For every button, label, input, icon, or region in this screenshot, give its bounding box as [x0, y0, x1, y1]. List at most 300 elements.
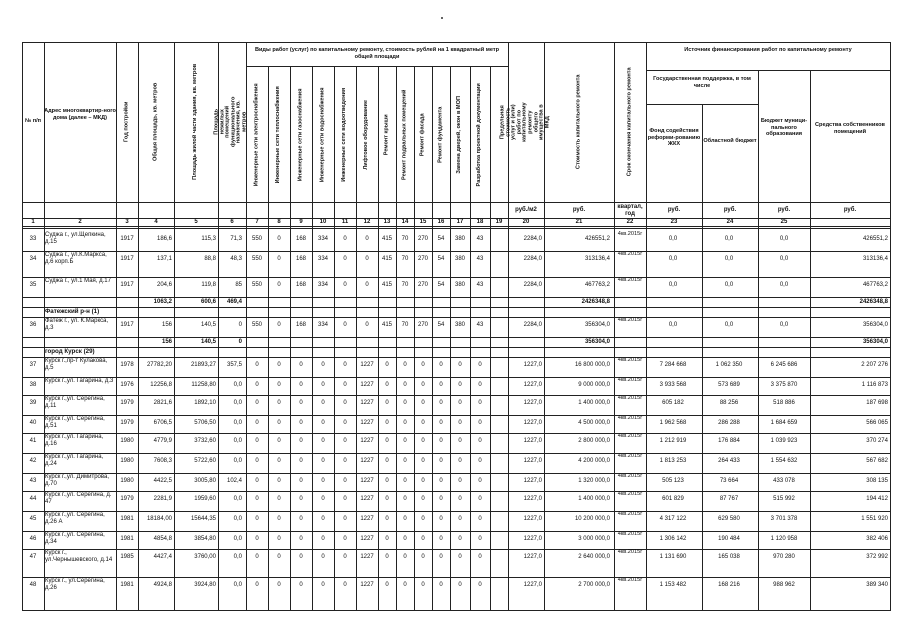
- row-divider: [22, 307, 890, 308]
- total-total-area: 156: [161, 339, 172, 345]
- column-number: 13: [383, 219, 391, 225]
- row-work-11: 380: [454, 282, 465, 288]
- header-work-9: Ремонт фасада: [419, 113, 426, 157]
- row-work-11: 0: [458, 438, 462, 444]
- row-year: 1917: [120, 236, 134, 242]
- row-regional: 87 767: [719, 496, 739, 502]
- row-repair-cost: 10 200 000,0: [574, 516, 610, 522]
- row-owners: 372 992: [866, 554, 888, 560]
- row-work-8: 0: [403, 458, 407, 464]
- row-work-5: 0: [343, 362, 347, 368]
- row-divider: [22, 577, 890, 578]
- row-deadline: 4кв.2015г: [617, 491, 643, 497]
- row-living-area: 140,5: [200, 322, 216, 328]
- row-work-11: 0: [458, 496, 462, 502]
- row-total-area: 4422,5: [153, 478, 172, 484]
- row-work-12: 0: [478, 478, 482, 484]
- row-nonliving-area: 0,0: [233, 382, 242, 388]
- row-number: 35: [29, 282, 37, 288]
- row-municipal: 518 886: [773, 400, 795, 406]
- row-work-10: 0: [439, 400, 443, 406]
- row-work-5: 0: [343, 322, 347, 328]
- row-work-4: 0: [321, 438, 325, 444]
- header-owners: Средства собственников помещений: [815, 122, 885, 135]
- row-divider: [22, 473, 890, 474]
- row-owners: 2 207 276: [861, 362, 888, 368]
- row-work-2: 0: [277, 256, 281, 262]
- column-number: 10: [319, 219, 327, 225]
- header-regional: Областной бюджет: [703, 138, 757, 144]
- row-fund: 1 153 482: [659, 582, 687, 588]
- column-number: 7: [255, 219, 259, 225]
- row-work-10: 0: [439, 536, 443, 542]
- row-divider: [22, 251, 890, 252]
- total-nonliving-area: 0: [238, 339, 242, 345]
- row-work-1: 0: [255, 536, 259, 542]
- row-work-10: 0: [439, 496, 443, 502]
- row-work-10: 0: [439, 582, 443, 588]
- row-nonliving-area: 0,0: [233, 516, 242, 522]
- header-nonliving-area: Площадь нежилых помещений функционального назначения, кв. метров: [213, 96, 248, 148]
- row-work-12: 0: [478, 582, 482, 588]
- row-work-7: 415: [381, 256, 392, 262]
- header-work-6: Лифтовое оборудование: [363, 100, 370, 170]
- row-regional: 0,0: [724, 322, 734, 328]
- column-divider: [490, 66, 491, 611]
- row-deadline: 4кв.2015г: [617, 415, 643, 421]
- header-work-11: Замена дверей, окон в МОП: [456, 96, 463, 174]
- row-work-12: 43: [476, 236, 484, 242]
- row-work-3: 168: [295, 282, 306, 288]
- row-owners: 356304,0: [862, 322, 888, 328]
- row-regional: 0,0: [724, 236, 734, 242]
- row-work-10: 54: [437, 256, 445, 262]
- row-total-area: 2281,9: [153, 496, 172, 502]
- row-work-10: 0: [439, 478, 443, 484]
- row-work-11: 0: [458, 582, 462, 588]
- row-work-5: 0: [343, 582, 347, 588]
- row-work-8: 0: [403, 382, 407, 388]
- row-municipal: 3 701 378: [770, 516, 798, 522]
- row-work-5: 0: [343, 536, 347, 542]
- header-work-10: Ремонт фундамента: [437, 106, 444, 164]
- row-regional: 286 288: [718, 420, 740, 426]
- row-regional: 165 038: [718, 554, 740, 560]
- row-work-4: 334: [317, 256, 328, 262]
- row-owners: 567 682: [866, 458, 888, 464]
- row-number: 47: [29, 554, 37, 560]
- row-deadline: 4кв.2015г: [617, 453, 643, 459]
- row-work-11: 0: [458, 382, 462, 388]
- row-repair-cost: 313136,4: [584, 256, 610, 262]
- row-address: Суджа г., ул.Щепкина, д.15: [45, 232, 106, 245]
- row-owners: 467763,2: [862, 282, 888, 288]
- row-work-10: 0: [439, 420, 443, 426]
- row-fund: 3 933 568: [659, 382, 687, 388]
- row-total-area: 7608,3: [153, 458, 172, 464]
- header-total-area: Общая площадь, кв. метров: [152, 82, 159, 162]
- grid-line: [22, 226, 890, 227]
- row-nonliving-area: 71,3: [230, 236, 242, 242]
- row-work-5: 0: [343, 282, 347, 288]
- row-year: 1917: [120, 282, 134, 288]
- row-work-12: 0: [478, 458, 482, 464]
- row-divider: [22, 377, 890, 378]
- row-work-6: 1227: [360, 458, 374, 464]
- row-work-10: 54: [437, 236, 445, 242]
- row-work-11: 0: [458, 516, 462, 522]
- header-municipal: Бюджет муници-пального образования: [760, 118, 808, 138]
- column-number: 11: [341, 219, 349, 225]
- row-work-12: 0: [478, 362, 482, 368]
- row-work-4: 0: [321, 362, 325, 368]
- row-work-9: 270: [417, 236, 428, 242]
- row-work-3: 0: [299, 554, 303, 560]
- header-num: № п/п: [24, 118, 42, 124]
- row-work-5: 0: [343, 496, 347, 502]
- row-number: 48: [29, 582, 37, 588]
- row-nonliving-area: 0,0: [233, 536, 242, 542]
- unit-label: квартал, год: [617, 204, 643, 217]
- row-divider: [22, 347, 890, 348]
- row-work-3: 168: [295, 236, 306, 242]
- row-divider: [22, 337, 890, 338]
- row-owners: 194 412: [866, 496, 888, 502]
- row-living-area: 5722,60: [194, 458, 216, 464]
- row-repair-cost: 4 200 000,0: [578, 458, 610, 464]
- row-work-7: 0: [385, 496, 389, 502]
- row-work-7: 0: [385, 400, 389, 406]
- row-deadline: 4кв.2015г: [617, 531, 643, 537]
- column-number: 18: [476, 219, 484, 225]
- row-total-area: 204,6: [156, 282, 172, 288]
- row-regional: 629 580: [718, 516, 740, 522]
- row-work-7: 0: [385, 420, 389, 426]
- row-repair-cost: 2 640 000,0: [578, 554, 610, 560]
- row-owners: 566 065: [866, 420, 888, 426]
- row-nonliving-area: 85: [235, 282, 242, 288]
- row-work-5: 0: [343, 382, 347, 388]
- row-work-2: 0: [277, 438, 281, 444]
- row-work-8: 0: [403, 420, 407, 426]
- row-work-5: 0: [343, 256, 347, 262]
- row-limit-cost: 1227,0: [523, 382, 542, 388]
- row-nonliving-area: 0,0: [233, 554, 242, 560]
- row-work-5: 0: [343, 438, 347, 444]
- row-work-3: 0: [299, 458, 303, 464]
- row-work-1: 0: [255, 458, 259, 464]
- row-work-1: 550: [251, 282, 262, 288]
- row-work-3: 0: [299, 478, 303, 484]
- row-work-4: 0: [321, 478, 325, 484]
- row-total-area: 137,1: [156, 256, 172, 262]
- row-limit-cost: 2284,0: [523, 322, 542, 328]
- row-address: Курск г.,ул. Серегина, д.26 А: [45, 512, 105, 525]
- total-nonliving-area: 469,4: [226, 299, 242, 305]
- row-living-area: 3854,80: [194, 536, 216, 542]
- header-works-group: Виды работ (услуг) по капитальному ремонту, стоимость рублей на 1 квадратный метр общей площади: [254, 47, 500, 60]
- row-work-10: 54: [437, 282, 445, 288]
- row-limit-cost: 1227,0: [523, 554, 542, 560]
- row-work-1: 0: [255, 496, 259, 502]
- row-number: 40: [29, 420, 37, 426]
- row-work-9: 0: [421, 554, 425, 560]
- row-work-8: 0: [403, 362, 407, 368]
- unit-label: руб.: [843, 207, 857, 213]
- row-repair-cost: 467763,2: [584, 282, 610, 288]
- row-municipal: 0,0: [779, 236, 789, 242]
- row-work-5: 0: [343, 400, 347, 406]
- row-work-1: 550: [251, 256, 262, 262]
- row-regional: 0,0: [724, 256, 734, 262]
- column-number: 23: [670, 219, 678, 225]
- row-owners: 313136,4: [862, 256, 888, 262]
- row-work-3: 0: [299, 400, 303, 406]
- row-work-9: 0: [421, 458, 425, 464]
- row-living-area: 3005,80: [194, 478, 216, 484]
- row-deadline: 4кв.2015г: [617, 473, 643, 479]
- row-work-8: 70: [401, 256, 409, 262]
- row-number: 42: [29, 458, 37, 464]
- row-work-3: 0: [299, 362, 303, 368]
- header-work-4: Инженерные сети водоснабжения: [319, 87, 326, 183]
- row-work-2: 0: [277, 420, 281, 426]
- row-work-10: 54: [437, 322, 445, 328]
- header-work-2: Инженерные сети теплоснабжения: [275, 86, 282, 184]
- row-work-1: 0: [255, 554, 259, 560]
- row-work-6: 1227: [360, 516, 374, 522]
- header-work-5: Инженерные сети водоотведения: [341, 88, 348, 182]
- row-work-9: 0: [421, 478, 425, 484]
- row-deadline: 4кв.2015г: [617, 251, 643, 257]
- row-work-12: 0: [478, 420, 482, 426]
- row-work-11: 0: [458, 478, 462, 484]
- column-number: 3: [125, 219, 129, 225]
- row-limit-cost: 1227,0: [523, 458, 542, 464]
- row-work-11: 380: [454, 256, 465, 262]
- row-municipal: 970 280: [773, 554, 795, 560]
- row-year: 1981: [120, 582, 134, 588]
- row-deadline: 4кв.2015г: [617, 317, 643, 323]
- row-divider: [22, 491, 890, 492]
- column-divider: [758, 70, 759, 611]
- scan-speck: [441, 17, 443, 19]
- column-number: 20: [522, 219, 530, 225]
- row-work-11: 380: [454, 236, 465, 242]
- row-limit-cost: 2284,0: [523, 282, 542, 288]
- row-total-area: 156: [161, 322, 172, 328]
- row-work-6: 1227: [360, 400, 374, 406]
- row-limit-cost: 2284,0: [523, 236, 542, 242]
- row-number: 41: [29, 438, 37, 444]
- row-total-area: 12256,8: [150, 382, 172, 388]
- row-municipal: 1 120 958: [770, 536, 798, 542]
- row-work-8: 70: [401, 322, 409, 328]
- row-work-6: 0: [365, 322, 369, 328]
- row-work-9: 0: [421, 362, 425, 368]
- row-fund: 1 962 568: [659, 420, 687, 426]
- row-work-9: 0: [421, 382, 425, 388]
- row-work-8: 70: [401, 236, 409, 242]
- column-divider: [890, 42, 891, 611]
- row-work-4: 334: [317, 236, 328, 242]
- row-limit-cost: 1227,0: [523, 496, 542, 502]
- grid-line: [646, 70, 890, 71]
- row-owners: 308 135: [866, 478, 888, 484]
- row-work-1: 0: [255, 362, 259, 368]
- row-owners: 426551,2: [862, 236, 888, 242]
- row-work-1: 0: [255, 420, 259, 426]
- row-work-1: 0: [255, 438, 259, 444]
- row-work-9: 0: [421, 400, 425, 406]
- row-work-5: 0: [343, 554, 347, 560]
- row-year: 1980: [120, 478, 134, 484]
- row-work-4: 334: [317, 282, 328, 288]
- row-regional: 176 884: [718, 438, 740, 444]
- row-year: 1917: [120, 256, 134, 262]
- row-fund: 0,0: [668, 256, 678, 262]
- row-work-9: 270: [417, 322, 428, 328]
- row-work-2: 0: [277, 382, 281, 388]
- row-address: Курск г.,ул. Гагарина, д.16: [45, 434, 104, 447]
- total-repair-cost: 356304,0: [584, 339, 610, 345]
- row-work-8: 0: [403, 400, 407, 406]
- row-address: Курск г.,пр-т Кулакова, д.5: [45, 358, 108, 371]
- column-number: 14: [401, 219, 409, 225]
- row-repair-cost: 356304,0: [584, 322, 610, 328]
- column-number: 5: [194, 219, 198, 225]
- row-work-2: 0: [277, 400, 281, 406]
- row-municipal: 0,0: [779, 322, 789, 328]
- row-work-2: 0: [277, 536, 281, 542]
- row-limit-cost: 1227,0: [523, 582, 542, 588]
- row-work-6: 1227: [360, 362, 374, 368]
- row-nonliving-area: 0,0: [233, 458, 242, 464]
- row-work-5: 0: [343, 478, 347, 484]
- header-address: Адрес многоквартир-ного дома (далее – МКД): [44, 108, 116, 121]
- row-nonliving-area: 48,3: [230, 256, 242, 262]
- row-work-7: 0: [385, 382, 389, 388]
- row-address: Курск г.,ул. Серегина, д.34: [45, 532, 105, 545]
- row-living-area: 1892,10: [194, 400, 216, 406]
- row-work-9: 0: [421, 582, 425, 588]
- header-fund: Фонд содействия реформи-рованию ЖКХ: [647, 128, 701, 148]
- row-address: Суджа г., ул.1 Мая, д.17: [45, 278, 111, 284]
- row-work-4: 0: [321, 420, 325, 426]
- header-year: Год постройки: [123, 101, 130, 143]
- row-work-3: 168: [295, 256, 306, 262]
- row-divider: [22, 433, 890, 434]
- row-work-5: 0: [343, 236, 347, 242]
- row-limit-cost: 1227,0: [523, 516, 542, 522]
- row-address: Суджа г., ул.К.Маркса, д.6 корп.Б: [45, 252, 107, 265]
- row-work-8: 0: [403, 536, 407, 542]
- header-work-7: Ремонт крыши: [383, 114, 390, 156]
- row-number: 36: [29, 322, 37, 328]
- row-divider: [22, 357, 890, 358]
- row-repair-cost: 2 700 000,0: [578, 582, 610, 588]
- grid-line: [22, 202, 890, 203]
- header-work-3: Инженерные сети газоснабжения: [297, 88, 304, 182]
- row-repair-cost: 2 800 000,0: [578, 438, 610, 444]
- row-work-12: 0: [478, 400, 482, 406]
- row-divider: [22, 511, 890, 512]
- row-nonliving-area: 0,0: [233, 420, 242, 426]
- row-total-area: 4427,4: [153, 554, 172, 560]
- row-owners: 1 551 920: [861, 516, 888, 522]
- row-work-1: 0: [255, 582, 259, 588]
- row-regional: 573 689: [718, 382, 740, 388]
- row-work-9: 0: [421, 536, 425, 542]
- row-work-8: 0: [403, 516, 407, 522]
- row-work-5: 0: [343, 516, 347, 522]
- row-deadline: 4кв.2015г: [617, 357, 643, 363]
- row-year: 1917: [120, 322, 134, 328]
- row-limit-cost: 1227,0: [523, 438, 542, 444]
- row-work-6: 1227: [360, 438, 374, 444]
- row-work-4: 0: [321, 536, 325, 542]
- row-number: 37: [29, 362, 37, 368]
- row-year: 1981: [120, 536, 134, 542]
- row-work-11: 0: [458, 362, 462, 368]
- row-total-area: 6706,5: [153, 420, 172, 426]
- header-state-support: Государственная поддержка, в том числе: [653, 76, 751, 89]
- column-number: 4: [154, 219, 158, 225]
- row-deadline: 4кв.2015г: [617, 511, 643, 517]
- row-year: 1981: [120, 516, 134, 522]
- row-divider: [22, 277, 890, 278]
- row-repair-cost: 1 400 000,0: [578, 400, 610, 406]
- row-municipal: 988 962: [773, 582, 795, 588]
- row-work-9: 0: [421, 516, 425, 522]
- row-fund: 0,0: [668, 282, 678, 288]
- row-work-9: 0: [421, 438, 425, 444]
- row-work-5: 0: [343, 420, 347, 426]
- row-work-7: 0: [385, 478, 389, 484]
- row-work-12: 0: [478, 496, 482, 502]
- row-address: Фатеж г., ул. К.Маркса, д.3: [45, 318, 109, 331]
- row-regional: 1 062 350: [715, 362, 743, 368]
- row-deadline: 4кв.2015г: [617, 231, 643, 237]
- row-address: Курск г.,ул. Серегина, д.51: [45, 416, 105, 429]
- row-municipal: 0,0: [779, 256, 789, 262]
- row-work-12: 0: [478, 554, 482, 560]
- row-work-4: 0: [321, 582, 325, 588]
- row-deadline: 4кв.2015г: [617, 277, 643, 283]
- row-work-8: 70: [401, 282, 409, 288]
- row-work-4: 0: [321, 382, 325, 388]
- row-divider: [22, 610, 890, 611]
- row-work-2: 0: [277, 282, 281, 288]
- row-divider: [22, 453, 890, 454]
- row-nonliving-area: 0,0: [233, 582, 242, 588]
- row-divider: [22, 395, 890, 396]
- row-nonliving-area: 0,0: [233, 400, 242, 406]
- row-number: 39: [29, 400, 37, 406]
- column-number: 17: [456, 219, 464, 225]
- row-number: 43: [29, 478, 37, 484]
- table-top-border: [22, 42, 890, 43]
- row-year: 1980: [120, 458, 134, 464]
- row-living-area: 21893,27: [190, 362, 216, 368]
- row-deadline: 4кв.2015г: [617, 577, 643, 583]
- row-limit-cost: 1227,0: [523, 420, 542, 426]
- column-number: 24: [726, 219, 734, 225]
- row-work-12: 43: [476, 256, 484, 262]
- total-owners: 2426348,8: [859, 299, 888, 305]
- row-work-2: 0: [277, 458, 281, 464]
- row-municipal: 3 375 870: [770, 382, 798, 388]
